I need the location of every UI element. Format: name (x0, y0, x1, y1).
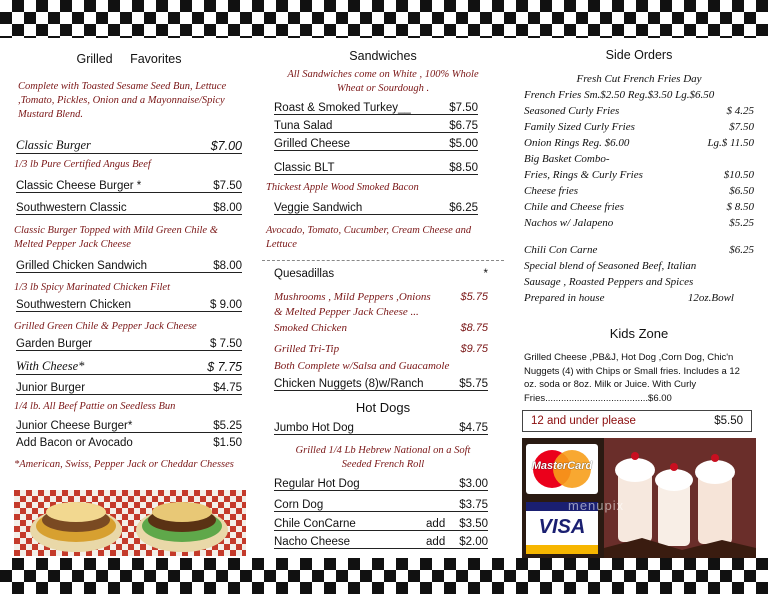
item-name: Mushrooms , Mild Peppers ,Onions (274, 291, 431, 303)
item-add: add (426, 536, 446, 548)
side-row (524, 217, 754, 229)
side-orders-section (516, 38, 762, 558)
side-row (524, 121, 754, 133)
menu-row (274, 478, 488, 491)
side-row (524, 201, 754, 213)
menu-row (274, 306, 488, 318)
item-name: & Melted Pepper Jack Cheese ... (274, 306, 419, 318)
item-price: $ 9.00 (210, 299, 242, 311)
side-price: $7.50 (729, 121, 754, 133)
menu-row (274, 291, 488, 303)
grilled-intro: Complete with Toasted Sesame Seed Bun, Lettuce ,Tomato, Pickles, Onion and a Mayonnaise/Spicy Mustard Blend. (18, 81, 227, 120)
item-price: $ 7.50 (210, 338, 242, 350)
side-price: $ 8.50 (726, 201, 754, 213)
item-price: $3.00 (459, 478, 488, 490)
side-name: Fries, Rings & Curly Fries (524, 169, 643, 181)
item-note: Grilled 1/4 Lb Hebrew National on a Soft Seeded French Roll (295, 445, 471, 470)
item-note: Grilled Green Chile & Pepper Jack Cheese (14, 321, 197, 332)
item-name: Jumbo Hot Dog (274, 422, 354, 434)
item-name: Garden Burger (16, 338, 93, 350)
menu-row (16, 437, 242, 449)
side-row (524, 153, 754, 165)
item-name: Junior Cheese Burger* (16, 420, 133, 432)
mastercard-logo: MasterCard (531, 460, 593, 472)
item-note: 1/3 lb Pure Certified Angus Beef (14, 159, 151, 170)
side-row (524, 137, 754, 149)
item-price: $7.50 (213, 180, 242, 192)
item-name: With Cheese* (16, 359, 85, 373)
side-row (524, 185, 754, 197)
item-price: $2.00 (459, 536, 488, 548)
item-price: $5.75 (459, 378, 488, 390)
sides-subtitle: Fresh Cut French Fries Day (576, 73, 702, 85)
menu-row (16, 260, 242, 273)
item-name: Chicken Nuggets (8)w/Ranch (274, 378, 424, 390)
menu-row (16, 202, 242, 215)
side-name: Seasoned Curly Fries (524, 105, 620, 117)
menu-row (274, 499, 488, 512)
menu-row (274, 536, 488, 549)
item-name: Southwestern Chicken (16, 299, 132, 311)
menu-row (16, 382, 242, 395)
item-name: Classic Cheese Burger * (16, 180, 142, 192)
chili-desc-row (524, 260, 734, 272)
menu-row (274, 378, 488, 391)
checker-border-top (0, 0, 768, 38)
item-price: $ 7.75 (207, 360, 242, 374)
side-name: Family Sized Curly Fries (524, 121, 635, 133)
quesadillas-divider (262, 260, 504, 261)
menu-row (16, 180, 242, 193)
item-price: $8.00 (213, 202, 242, 214)
chili-desc-text: Sausage , Roasted Peppers and Spices (524, 276, 694, 288)
item-price: $1.50 (213, 437, 242, 449)
menu-row (16, 138, 242, 154)
item-name: Nacho Cheese (274, 536, 351, 548)
item-price: $4.75 (459, 422, 488, 434)
side-name: Nachos w/ Jalapeno (524, 217, 614, 229)
kids-desc: Grilled Cheese ,PB&J, Hot Dog ,Corn Dog, Chic'n Nuggets (4) with Chips or Small fries. Includes a 12 oz. soda or 8oz. Milk or Juice. With Curly Fries.......................................$6.00 (524, 352, 740, 404)
menu-row (16, 359, 242, 375)
item-name: Classic Burger (16, 138, 91, 152)
menu-row (274, 102, 478, 115)
item-name: Both Complete w/Salsa and Guacamole (274, 360, 450, 372)
chili-desc-text: Special blend of Seasoned Beef, Italian (524, 260, 697, 272)
sandwiches-intro: All Sandwiches come on White , 100% Whole Wheat or Sourdough . (287, 69, 479, 94)
item-price: $7.00 (210, 139, 242, 153)
grilled-favorites-section (10, 38, 248, 558)
item-name: Chile ConCarne (274, 518, 356, 530)
menu-row (16, 338, 242, 351)
item-price: $7.50 (449, 102, 478, 114)
item-price: $4.75 (213, 382, 242, 394)
item-name: Roast & Smoked Turkey__ (274, 102, 411, 114)
checker-border-bottom (0, 558, 768, 594)
item-price: $8.50 (449, 162, 478, 174)
quesadillas-title: Quesadillas (274, 268, 335, 280)
side-name: Cheese fries (524, 185, 579, 197)
quesadillas-star: * (483, 268, 488, 280)
item-name: Veggie Sandwich (274, 202, 363, 214)
menupix-watermark: menupix (568, 498, 625, 513)
item-note: Thickest Apple Wood Smoked Bacon (266, 182, 419, 193)
item-price: $8.00 (213, 260, 242, 272)
menu-row (16, 299, 242, 312)
cards-milkshake-photo (522, 438, 756, 558)
item-name: Grilled Chicken Sandwich (16, 260, 148, 272)
menu-row (16, 420, 242, 433)
item-price: $3.75 (459, 499, 488, 511)
side-price: $ 4.25 (726, 105, 754, 117)
hotdogs-title: Hot Dogs (355, 400, 411, 415)
menu-row (274, 518, 488, 531)
item-name: Corn Dog (274, 499, 324, 511)
chili-desc-row (524, 276, 734, 288)
item-name: Tuna Salad (274, 120, 333, 132)
menu-row (274, 120, 478, 133)
item-name: Junior Burger (16, 382, 86, 394)
item-note: *American, Swiss, Pepper Jack or Cheddar Chesses (14, 459, 234, 470)
menu-row (274, 162, 478, 175)
sandwiches-section (262, 38, 504, 558)
sandwiches-title: Sandwiches (349, 49, 417, 63)
item-name: Grilled Cheese (274, 138, 351, 150)
side-row (524, 169, 754, 181)
chili-row (524, 244, 754, 256)
item-add: add (426, 518, 446, 530)
menu-row (274, 343, 488, 355)
side-price: $10.50 (723, 169, 754, 181)
item-price: $6.25 (449, 202, 478, 214)
item-name: Grilled Tri-Tip (274, 343, 340, 355)
visa-logo: VISA (538, 516, 586, 538)
chili-desc-row (524, 292, 734, 304)
menu-row (274, 422, 488, 435)
menu-row (274, 322, 488, 334)
kids-age: 12 and under please (531, 415, 636, 427)
side-name: French Fries Sm.$2.50 Reg.$3.50 Lg.$6.50 (524, 89, 715, 101)
grilled-title: Grilled Favorites (76, 52, 182, 66)
side-price: $6.50 (729, 185, 754, 197)
side-name: Onion Rings Reg. $6.00 (524, 137, 630, 149)
item-price: $8.75 (460, 322, 488, 334)
item-price: $9.75 (460, 343, 488, 355)
side-price: Lg.$ 11.50 (707, 137, 754, 149)
side-row (524, 105, 754, 117)
kids-price: $5.50 (714, 415, 743, 427)
quesadillas-header (274, 268, 488, 280)
item-price: $5.00 (449, 138, 478, 150)
chili-desc-price: 12oz.Bowl (687, 292, 734, 304)
sides-title: Side Orders (605, 48, 673, 62)
side-row (524, 89, 754, 101)
side-name: Chile and Cheese fries (524, 201, 624, 213)
menu-row (274, 202, 478, 215)
item-name: Classic BLT (274, 162, 335, 174)
item-note: 1/3 lb Spicy Marinated Chicken Filet (14, 282, 171, 293)
chili-desc-text: Prepared in house (524, 292, 605, 304)
kids-title: Kids Zone (609, 326, 669, 341)
item-note: 1/4 lb. All Beef Pattie on Seedless Bun (14, 401, 176, 412)
item-name: Regular Hot Dog (274, 478, 360, 490)
item-name: Southwestern Classic (16, 202, 127, 214)
chili-name: Chili Con Carne (524, 244, 598, 256)
item-price: $3.50 (459, 518, 488, 530)
side-price: $5.25 (729, 217, 754, 229)
burgers-photo (14, 490, 246, 556)
kids-age-box (522, 410, 752, 432)
menu-row (274, 138, 478, 151)
item-price: $6.75 (449, 120, 478, 132)
chili-price: $6.25 (729, 244, 754, 256)
side-name: Big Basket Combo- (524, 153, 610, 165)
item-note: Avocado, Tomato, Cucumber, Cream Cheese and Lettuce (266, 225, 472, 250)
item-price: $5.25 (213, 420, 242, 432)
item-price: $5.75 (460, 291, 488, 303)
item-name: Smoked Chicken (274, 322, 347, 334)
item-name: Add Bacon or Avocado (16, 437, 133, 449)
item-note: Classic Burger Topped with Mild Green Chile & Melted Pepper Jack Cheese (14, 225, 218, 250)
menu-row (274, 360, 488, 372)
